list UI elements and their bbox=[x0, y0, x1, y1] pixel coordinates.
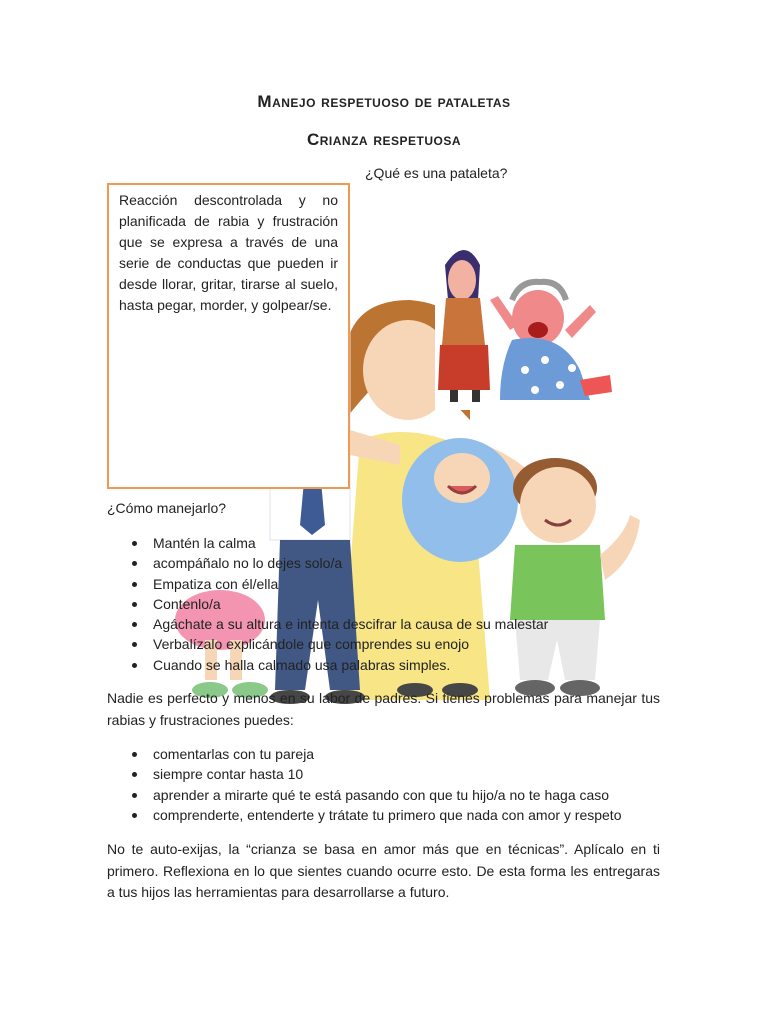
bullet-icon bbox=[132, 602, 137, 607]
list-item: siempre contar hasta 10 bbox=[107, 764, 622, 784]
bullet-icon bbox=[132, 793, 137, 798]
bullet-icon bbox=[132, 663, 137, 668]
question-what: ¿Qué es una pataleta? bbox=[365, 165, 508, 181]
paragraph-closing: No te auto-exijas, la “crianza se basa en amor más que en técnicas”. Aplícalo en ti primero. Reflexiona en lo que sientes cuando ocurre esto. De esta forma les entregaras a tus hijos las herramientas para desarrollarse a futuro. bbox=[107, 841, 660, 900]
paragraph-parents: Nadie es perfecto y menos en su labor de padres. Si tienes problemas para manejar tus rabias y frustraciones puedes: bbox=[107, 690, 660, 728]
bullet-icon bbox=[132, 813, 137, 818]
list-item: Agáchate a su altura e intenta descifrar la causa de su malestar bbox=[107, 614, 548, 634]
list-item: Mantén la calma bbox=[107, 533, 548, 553]
bullet-icon bbox=[132, 752, 137, 757]
baby-face bbox=[434, 453, 490, 503]
parent-tips-list bbox=[107, 744, 622, 825]
list-item: comentarlas con tu pareja bbox=[107, 744, 622, 764]
definition-box bbox=[107, 183, 350, 489]
tips-list bbox=[107, 533, 548, 675]
list-item: aprender a mirarte qué te está pasando con que tu hijo/a no te haga caso bbox=[107, 785, 622, 805]
list-item: acompáñalo no lo dejes solo/a bbox=[107, 553, 548, 573]
list-item: Empatiza con él/ella bbox=[107, 574, 548, 594]
page-title: Manejo respetuoso de pataletas bbox=[257, 92, 511, 111]
bullet-icon bbox=[132, 582, 137, 587]
bullet-icon bbox=[132, 622, 137, 627]
question-how: ¿Cómo manejarlo? bbox=[107, 500, 227, 516]
page-subtitle: Crianza respetuosa bbox=[306, 130, 461, 149]
bullet-icon bbox=[132, 561, 137, 566]
bullet-icon bbox=[132, 541, 137, 546]
list-item: comprenderte, entenderte y trátate tu primero que nada con amor y respeto bbox=[107, 805, 622, 825]
list-item: Cuando se halla calmado usa palabras simples. bbox=[107, 655, 548, 675]
list-item: Verbalízalo explicándole que comprendes su enojo bbox=[107, 634, 548, 654]
bullet-icon bbox=[132, 772, 137, 777]
boy-face bbox=[520, 467, 596, 543]
bullet-icon bbox=[132, 642, 137, 647]
list-item: Contenlo/a bbox=[107, 594, 548, 614]
definition-text: Reacción descontrolada y no planificada de rabia y frustración que se expresa a través de una serie de conductas que pueden ir desde llorar, gritar, tirarse al suelo, hasta pegar, morder, y golpear/se. bbox=[119, 192, 338, 313]
tantrum-inset bbox=[435, 240, 670, 410]
